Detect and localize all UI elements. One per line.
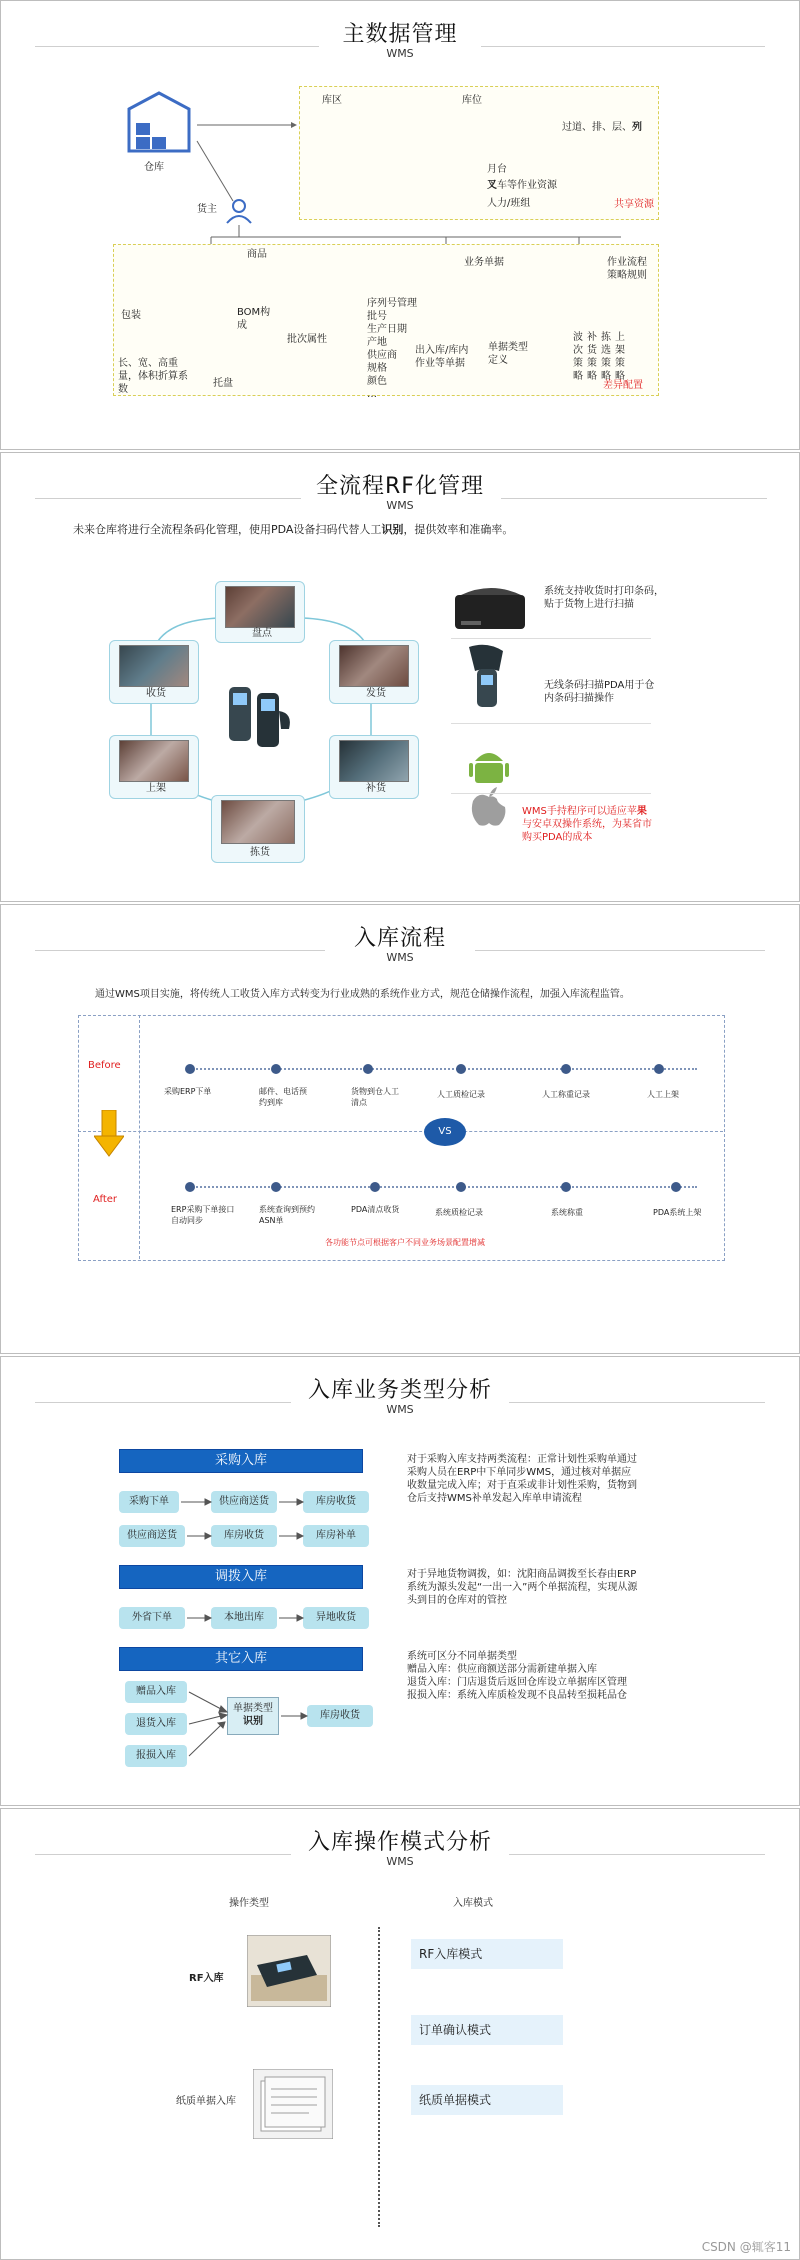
after-step: PDA系统上架	[653, 1208, 702, 1217]
location-label: 库位	[462, 95, 482, 106]
inventory-photo	[225, 586, 295, 628]
pick-photo	[221, 800, 295, 844]
node-receive	[109, 640, 199, 704]
android-apple-icon	[467, 741, 511, 827]
after-timeline	[189, 1186, 697, 1188]
doc-type-label: 单据类型定义	[488, 342, 528, 366]
node-replenish	[329, 735, 419, 799]
owner-icon	[227, 200, 251, 223]
flow-step: 采购下单	[119, 1491, 179, 1513]
after-step: 系统查询到预约ASN单	[259, 1205, 315, 1225]
watermark: CSDN @辄客11	[701, 2240, 791, 2254]
serial-item: 序列号管理	[367, 298, 417, 309]
other-desc: 系统可区分不同单据类型 赠品入库：供应商额送部分需新建单据入库 退货入库：门店退货后返回仓库设立单据库区管理 报损入库：系统入库质检发现不良品转至损耗品仓	[407, 1651, 627, 1701]
page-title: 入库操作模式分析	[307, 1830, 492, 1855]
vs-badge: VS	[424, 1118, 466, 1146]
flow-step: 库房收货	[307, 1705, 373, 1727]
divider	[451, 723, 651, 724]
serial-item: 颜色	[367, 376, 387, 387]
before-label: Before	[88, 1060, 121, 1071]
node-inventory	[215, 581, 305, 643]
pda-desc: 无线条码扫描PDA用于仓内条码扫描操作	[544, 680, 655, 704]
frame-divider	[139, 1015, 141, 1259]
timeline-dot	[271, 1182, 281, 1192]
node-label: 上架	[146, 783, 166, 794]
barcode-scanner-icon	[457, 641, 517, 713]
divider	[35, 950, 325, 951]
timeline-dot	[456, 1182, 466, 1192]
rf-inbound-label: RF入库	[189, 1973, 224, 1984]
paper-inbound-label: 纸质单据入库	[176, 2096, 236, 2107]
diff-config-tag: 差异配置	[603, 380, 643, 391]
putaway-photo	[119, 740, 189, 782]
after-step: 系统质检记录	[435, 1208, 483, 1217]
serial-item: …	[367, 389, 377, 400]
node-label: 发货	[366, 688, 386, 699]
before-step: 人工上架	[647, 1090, 679, 1099]
other-inbound-header: 其它入库	[119, 1647, 363, 1671]
divider	[451, 638, 651, 639]
printer-desc: 系统支持收货时打印条码，贴于货物上进行扫描	[544, 586, 664, 610]
flow-step: 库房收货	[303, 1491, 369, 1513]
page-title: 入库流程	[353, 926, 446, 951]
timeline-dot	[185, 1064, 195, 1074]
biz-doc-label: 业务单据	[464, 257, 504, 268]
zone-label: 库区	[322, 95, 342, 106]
flow-step: 报损入库	[125, 1745, 187, 1767]
warehouse-label: 仓库	[144, 162, 164, 173]
mode-order-confirm: 订单确认模式	[411, 2015, 563, 2045]
page-subtitle: WMS	[386, 951, 414, 964]
node-label: 盘点	[252, 628, 272, 639]
serial-item: 规格	[367, 363, 387, 374]
strategy-pick: 拣 选 策 略	[601, 332, 611, 382]
timeline-dot	[671, 1182, 681, 1192]
timeline-dot	[654, 1064, 664, 1074]
workflow-label: 作业流程策略规则	[607, 257, 647, 281]
before-step: 采购ERP下单	[164, 1087, 212, 1096]
node-label: 补货	[366, 783, 386, 794]
slide-rf-management	[0, 452, 800, 902]
page-subtitle: WMS	[386, 47, 414, 60]
timeline-dot	[561, 1182, 571, 1192]
purchase-desc: 对于采购入库支持两类流程：正常计划性采购单通过采购人员在ERP中下单同步WMS，通过核对单据应收数量完成入库；对于直采或非计划性采购，货物到仓后支持WMS补单发起入库单申请流程	[407, 1454, 637, 1504]
transfer-inbound-header: 调拨入库	[119, 1565, 363, 1589]
shared-resources-tag: 共享资源	[614, 199, 654, 210]
owner-label: 货主	[197, 204, 217, 215]
frame-divider	[78, 1131, 723, 1132]
serial-item: 批号	[367, 311, 387, 322]
receive-photo	[119, 645, 189, 687]
divider	[35, 1854, 291, 1855]
node-label: 拣货	[250, 847, 270, 858]
paper-documents-photo	[253, 2069, 333, 2139]
col-inbound-mode: 入库模式	[453, 1898, 493, 1909]
page-subtitle: WMS	[386, 1403, 414, 1416]
rf-scanner-photo	[247, 1935, 331, 2007]
before-step: 人工称重记录	[542, 1090, 590, 1099]
divider	[475, 950, 765, 951]
flow-step: 外省下单	[119, 1607, 185, 1629]
node-putaway	[109, 735, 199, 799]
before-timeline	[189, 1068, 697, 1070]
timeline-dot	[271, 1064, 281, 1074]
labor-label: 人力/班组	[487, 198, 531, 209]
page-title: 入库业务类型分析	[307, 1378, 492, 1403]
node-label: 收货	[146, 688, 166, 699]
io-doc-label: 出入库/库内作业等单据	[415, 345, 469, 369]
slide-inbound-process	[0, 904, 800, 1354]
col-operation-type: 操作类型	[229, 1898, 269, 1909]
strategy-grid	[573, 331, 653, 383]
bom-label: BOM构成	[237, 307, 271, 331]
warehouse-icon	[129, 93, 189, 151]
before-step: 人工质检记录	[437, 1090, 485, 1099]
flow-step: 异地收货	[303, 1607, 369, 1629]
column-divider	[378, 1927, 380, 2227]
strategy-putaway: 上 架 策 略	[615, 332, 625, 382]
replenish-photo	[339, 740, 409, 782]
serial-item: 生产日期	[367, 324, 407, 335]
batch-attr-label: 批次属性	[287, 334, 327, 345]
flow-step: 供应商送货	[119, 1525, 185, 1547]
flow-step: 库房收货	[211, 1525, 277, 1547]
forklift-label: 叉车等作业资源	[487, 180, 557, 191]
after-label: After	[93, 1194, 118, 1205]
node-pick	[211, 795, 305, 863]
flow-step: 赠品入库	[125, 1681, 187, 1703]
strategy-replenish: 补 货 策 略	[587, 332, 597, 382]
android-icon	[469, 753, 509, 783]
before-step: 邮件、电话预约到库	[259, 1087, 307, 1107]
mode-paper: 纸质单据模式	[411, 2085, 563, 2115]
pallet-label: 托盘	[213, 378, 233, 389]
flow-step: 库房补单	[303, 1525, 369, 1547]
config-note: 各功能节点可根据客户不同业务场景配置增减	[325, 1238, 485, 1247]
doc-type-recognition: 单据类型 识别	[227, 1697, 279, 1735]
slide-master-data	[0, 0, 800, 450]
flow-arrows	[1, 1357, 799, 1805]
package-label: 包装	[121, 310, 141, 321]
page-title: 全流程RF化管理	[316, 474, 484, 499]
pda-devices-icon	[223, 683, 303, 753]
intro-text: 通过WMS项目实施，将传统人工收货入库方式转变为行业成熟的系统作业方式，规范仓储操作流程，加强入库流程监管。	[95, 989, 630, 1000]
serial-item: 供应商	[367, 350, 397, 361]
divider	[509, 1854, 765, 1855]
timeline-dot	[561, 1064, 571, 1074]
serial-item: 产地	[367, 337, 387, 348]
intro-text: 未来仓库将进行全流程条码化管理，使用PDA设备扫码代替人工识别，提供效率和准确率。	[73, 523, 514, 536]
timeline-dot	[363, 1064, 373, 1074]
mobile-desc: WMS手持程序可以适应苹果与安卓双操作系统，为某省市购买PDA的成本	[522, 806, 652, 843]
page-subtitle: WMS	[386, 499, 414, 512]
page-title: 主数据管理	[342, 22, 458, 47]
slide-operation-modes	[0, 1808, 800, 2260]
transfer-desc: 对于异地货物调拨，如：沈阳商品调拨至长春由ERP系统为源头发起“一出一入”两个单据流程，实现从源头到目的仓库对的管控	[407, 1569, 638, 1606]
after-step: 系统称重	[551, 1208, 583, 1217]
page-subtitle: WMS	[386, 1855, 414, 1868]
package-desc: 长、宽、高重量，体积折算系数	[118, 358, 188, 395]
flow-step: 本地出库	[211, 1607, 277, 1629]
divider	[451, 793, 651, 794]
location-chain: 过道、排、层、列	[562, 122, 642, 133]
platform-label: 月台	[487, 164, 507, 175]
mode-rf: RF入库模式	[411, 1939, 563, 1969]
slide-inbound-types	[0, 1356, 800, 1806]
down-arrow-icon	[94, 1110, 124, 1158]
timeline-dot	[370, 1182, 380, 1192]
after-step: ERP采购下单接口自动同步	[171, 1205, 235, 1225]
ship-photo	[339, 645, 409, 687]
purchase-inbound-header: 采购入库	[119, 1449, 363, 1473]
node-ship	[329, 640, 419, 704]
goods-label: 商品	[247, 249, 267, 260]
timeline-dot	[456, 1064, 466, 1074]
after-step: PDA清点收货	[351, 1205, 400, 1214]
strategy-wave: 波 次 策 略	[573, 332, 583, 382]
timeline-dot	[185, 1182, 195, 1192]
flow-step: 退货入库	[125, 1713, 187, 1735]
before-step: 货物到仓人工清点	[351, 1087, 399, 1107]
label-printer-icon	[451, 581, 531, 633]
flow-step: 供应商送货	[211, 1491, 277, 1513]
